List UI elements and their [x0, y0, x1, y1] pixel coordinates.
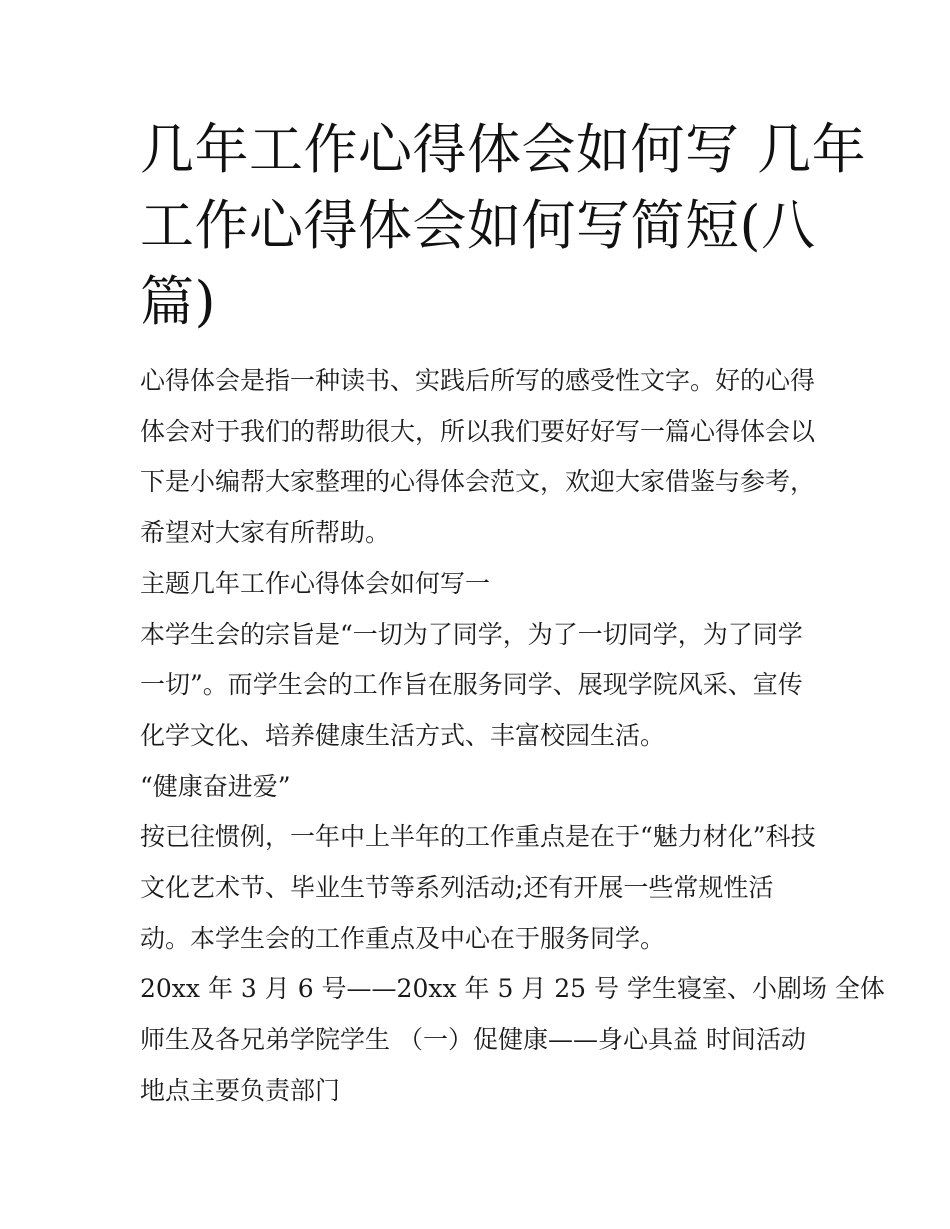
schedule-line: 师生及各兄弟学院学生 （一）促健康——身心具益 时间活动 [140, 1025, 806, 1055]
quote-line: “健康奋进爱” [140, 771, 291, 801]
schedule-line: 地点主要负责部门 [140, 1075, 341, 1105]
paragraph-line: 本学生会的宗旨是“一切为了同学，为了一切同学，为了同学 [140, 619, 803, 649]
paragraph-line: 按已往惯例，一年中上半年的工作重点是在于“魅力材化”科技 [140, 822, 816, 852]
paragraph-line: 动。本学生会的工作重点及中心在于服务同学。 [140, 923, 666, 953]
paragraph-line: 一切”。而学生会的工作旨在服务同学、展现学院风采、宣传 [140, 670, 803, 700]
document-title [140, 112, 867, 340]
section-heading: 主题几年工作心得体会如何写一 [140, 568, 491, 598]
title-line: 篇) [140, 270, 217, 333]
intro-line: 体会对于我们的帮助很大，所以我们要好好写一篇心得体会以 [140, 416, 816, 446]
document-body [140, 356, 885, 1117]
intro-line: 希望对大家有所帮助。 [140, 518, 391, 548]
paragraph-line: 化学文化、培养健康生活方式、丰富校园生活。 [140, 720, 666, 750]
schedule-line: 20xx 年 3 月 6 号——20xx 年 5 月 25 号 学生寝室、小剧场 全体 [140, 974, 885, 1004]
paragraph-line: 文化艺术节、毕业生节等系列活动;还有开展一些常规性活 [140, 873, 774, 903]
intro-line: 下是小编帮大家整理的心得体会范文，欢迎大家借鉴与参考， [140, 467, 816, 497]
title-line: 几年工作心得体会如何写 几年 [140, 118, 867, 181]
title-line: 工作心得体会如何写简短(八 [140, 194, 816, 257]
intro-line: 心得体会是指一种读书、实践后所写的感受性文字。好的心得 [140, 366, 816, 395]
